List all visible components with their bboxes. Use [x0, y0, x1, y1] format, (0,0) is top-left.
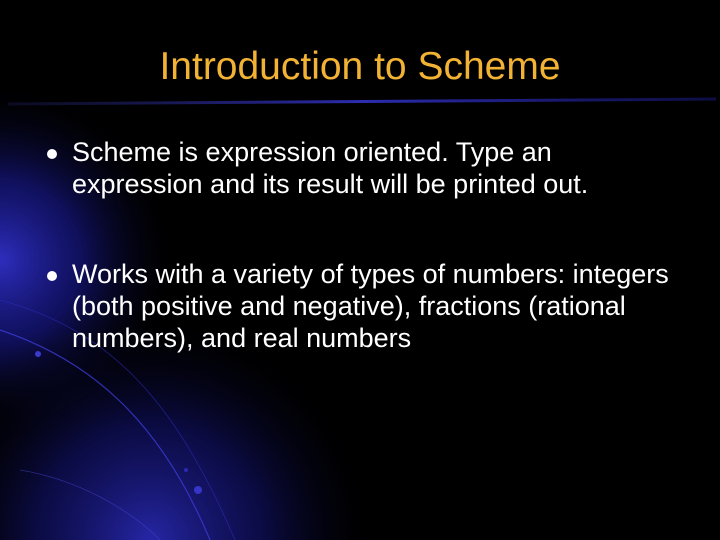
bullet-text: Scheme is expression oriented. Type an expression and its result will be printed out. [72, 137, 589, 199]
bullet-dot-icon [47, 149, 57, 159]
bullet-dot-icon [47, 271, 57, 281]
bullet-list [45, 136, 685, 354]
bullet-item [45, 136, 685, 200]
bullet-item [45, 258, 685, 354]
slide-title: Introduction to Scheme [159, 45, 561, 88]
bullet-text: Works with a variety of types of numbers: integers (both positive and negative), fractions (rational numbers), and real numbers [72, 259, 669, 353]
